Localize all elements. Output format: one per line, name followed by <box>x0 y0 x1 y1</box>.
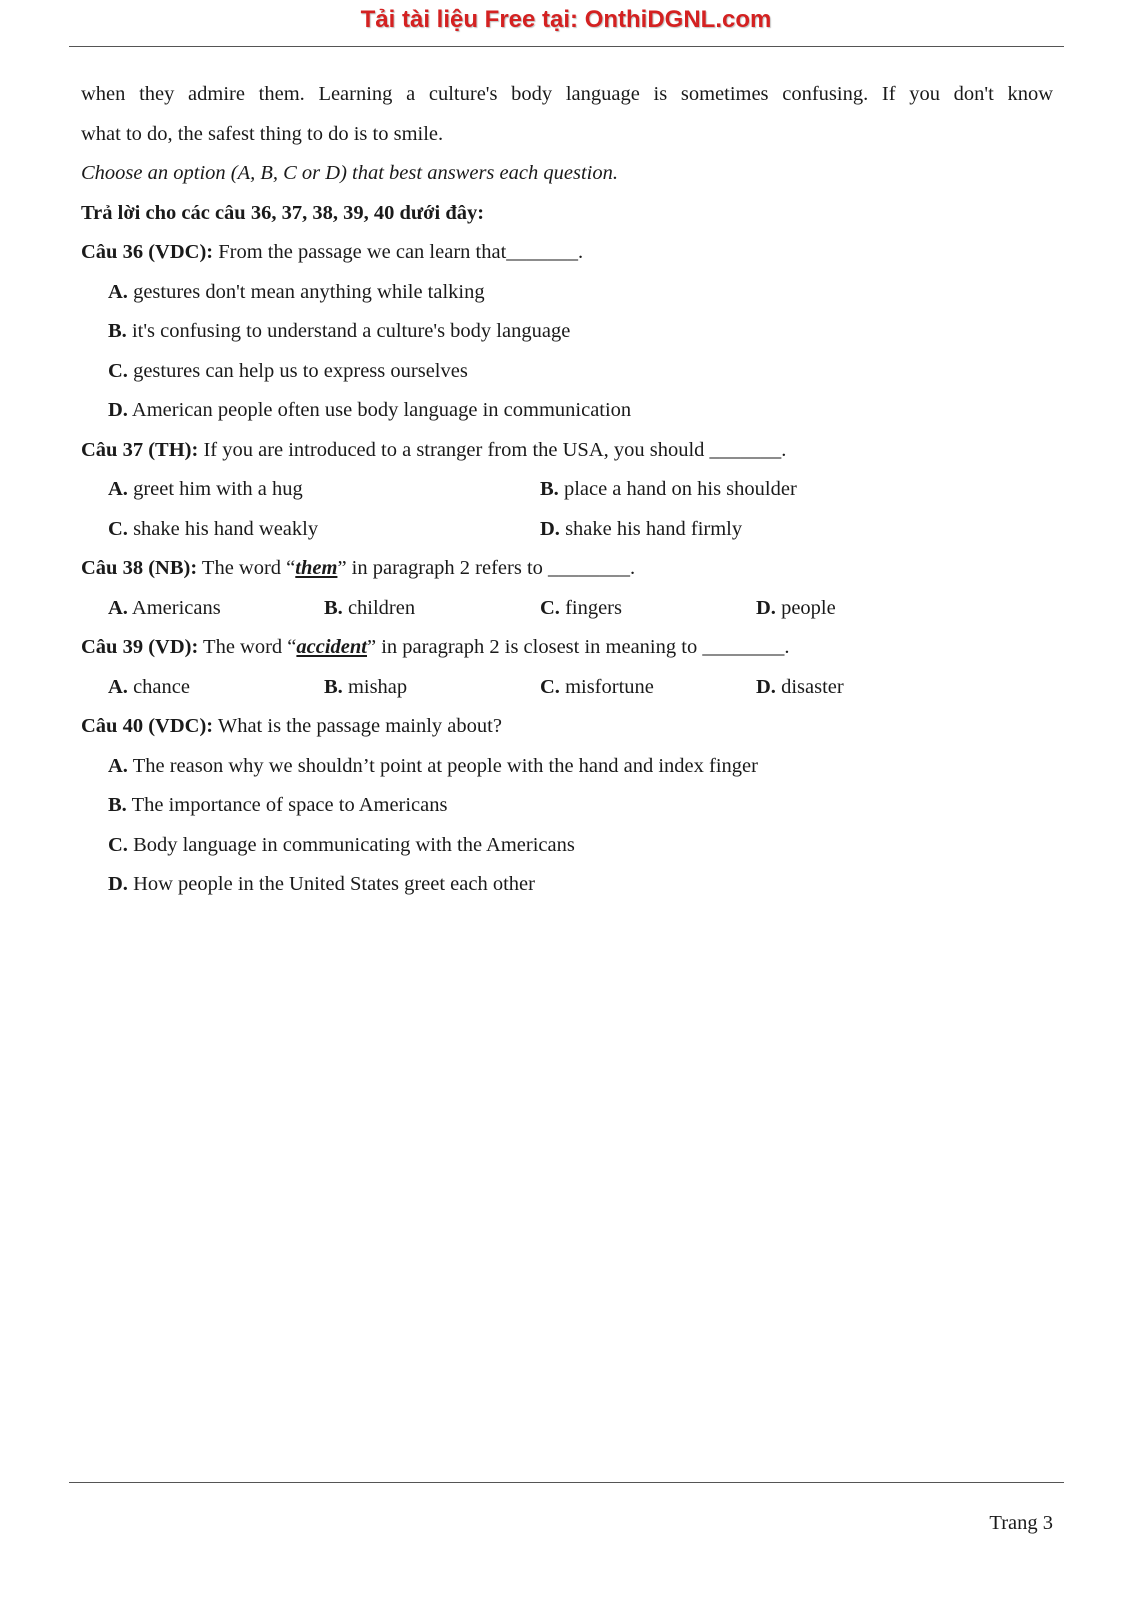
question-label: Câu 37 (TH): <box>81 438 199 461</box>
option-letter: D. <box>108 399 128 421</box>
question-38 <box>81 549 1053 589</box>
option-letter: D. <box>108 873 128 895</box>
passage-line: what to do, the safest thing to do is to smile. <box>81 122 444 145</box>
option-text: misfortune <box>559 675 654 698</box>
option-letter: D. <box>756 596 776 619</box>
header-title[interactable]: Tải tài liệu Free tại: OnthiDGNL.com <box>360 6 772 33</box>
option-a <box>108 589 324 629</box>
option-b <box>81 786 1053 826</box>
option-text: Body language in communicating with the Americans <box>127 833 575 856</box>
options-row <box>81 589 1053 629</box>
option-text: disaster <box>775 675 844 698</box>
question-label: Câu 36 (VDC): <box>81 241 214 263</box>
option-letter: A. <box>108 280 128 303</box>
page-number: Trang 3 <box>989 1512 1053 1534</box>
option-c <box>540 668 756 708</box>
option-a <box>81 747 1053 787</box>
question-label: Câu 38 (NB): <box>81 557 198 579</box>
question-text: ” in paragraph 2 refers to ________. <box>337 557 636 579</box>
question-text: ” in paragraph 2 is closest in meaning to ________. <box>367 636 790 658</box>
option-letter: D. <box>756 675 776 698</box>
question-text: What is the passage mainly about? <box>213 715 502 737</box>
option-letter: B. <box>108 794 127 816</box>
options-row <box>81 470 1053 510</box>
option-letter: C. <box>540 596 560 619</box>
option-d <box>81 865 1053 905</box>
option-b <box>324 589 540 629</box>
option-letter: A. <box>108 754 128 777</box>
question-text: If you are introduced to a stranger from the USA, you should _______. <box>198 438 787 461</box>
option-letter: B. <box>540 478 559 500</box>
keyword: them <box>295 557 338 579</box>
question-text: The word “ <box>197 557 296 579</box>
option-a <box>108 668 324 708</box>
option-letter: C. <box>108 517 128 540</box>
question-label: Câu 39 (VD): <box>81 636 199 658</box>
question-37 <box>81 431 1053 471</box>
option-text: The reason why we shouldn’t point at people with the hand and index finger <box>127 754 758 777</box>
option-text: people <box>775 596 836 619</box>
document-body <box>81 75 1053 905</box>
option-c <box>81 352 1053 392</box>
option-text: place a hand on his shoulder <box>558 478 797 500</box>
option-text: Americans <box>127 596 221 619</box>
option-b <box>540 470 797 510</box>
instruction: Choose an option (A, B, C or D) that best answers each question. <box>81 162 618 184</box>
passage-line: when they admire them. Learning a culture's body language is sometimes confusing. If you don't know <box>81 83 1053 105</box>
header-divider <box>69 46 1064 47</box>
footer-divider <box>69 1482 1064 1483</box>
option-b <box>81 312 1053 352</box>
options-row <box>81 668 1053 708</box>
option-letter: C. <box>108 359 128 382</box>
option-d <box>81 391 1053 431</box>
keyword: accident <box>296 636 367 658</box>
option-a <box>81 273 1053 313</box>
question-text: From the passage we can learn that_______. <box>213 241 584 263</box>
option-text: fingers <box>559 596 622 619</box>
option-letter: D. <box>540 517 560 540</box>
question-label: Câu 40 (VDC): <box>81 715 214 737</box>
options-row <box>81 510 1053 550</box>
option-letter: B. <box>324 596 343 619</box>
option-b <box>324 668 540 708</box>
option-text: shake his hand firmly <box>559 517 743 540</box>
option-letter: C. <box>540 675 560 698</box>
option-d <box>540 510 742 550</box>
option-text: greet him with a hug <box>127 478 303 500</box>
option-c <box>108 510 540 550</box>
option-text: mishap <box>342 675 408 698</box>
option-letter: B. <box>324 675 343 698</box>
option-c <box>81 826 1053 866</box>
question-40 <box>81 707 1053 747</box>
question-text: The word “ <box>198 636 297 658</box>
answer-heading: Trả lời cho các câu 36, 37, 38, 39, 40 dưới đây: <box>81 201 485 224</box>
option-c <box>540 589 756 629</box>
option-d <box>756 589 836 629</box>
option-text: shake his hand weakly <box>127 517 319 540</box>
option-text: children <box>342 596 416 619</box>
option-d <box>756 668 844 708</box>
option-text: How people in the United States greet each other <box>127 873 535 895</box>
option-text: it's confusing to understand a culture's body language <box>126 320 571 342</box>
option-text: American people often use body language in communication <box>127 399 632 421</box>
option-text: gestures don't mean anything while talking <box>127 280 485 303</box>
option-text: chance <box>127 675 190 698</box>
option-text: The importance of space to Americans <box>126 794 448 816</box>
option-text: gestures can help us to express ourselves <box>127 359 468 382</box>
option-letter: A. <box>108 596 128 619</box>
question-39 <box>81 628 1053 668</box>
option-letter: C. <box>108 833 128 856</box>
question-36 <box>81 233 1053 273</box>
option-a <box>108 470 540 510</box>
option-letter: A. <box>108 478 128 500</box>
option-letter: B. <box>108 320 127 342</box>
option-letter: A. <box>108 675 128 698</box>
